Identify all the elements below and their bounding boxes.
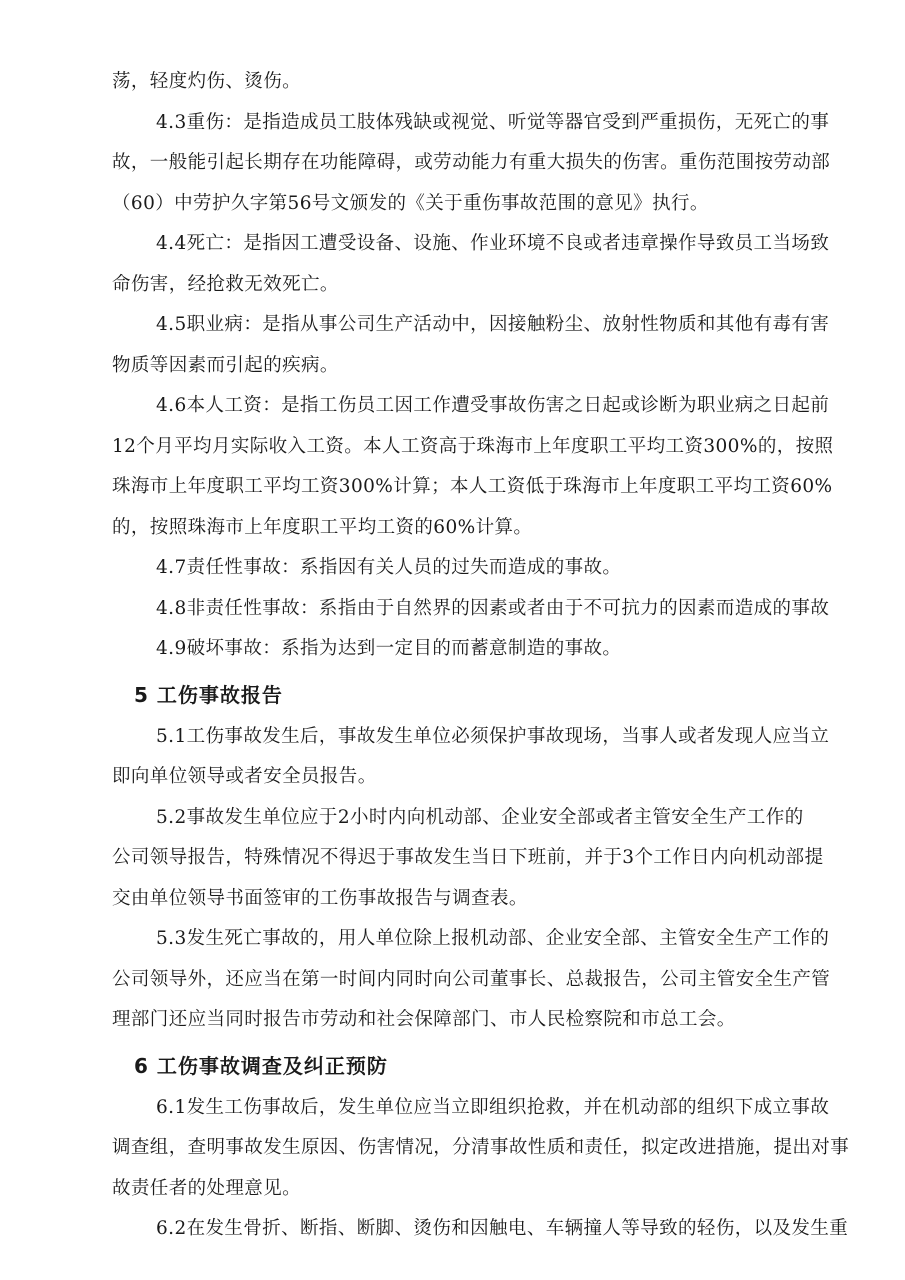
document-page <box>112 62 850 1250</box>
text-line: 交由单位领导书面签审的工伤事故报告与调查表。 <box>112 887 528 909</box>
section-6-heading: 6 工伤事故调查及纠正预防 <box>134 1053 388 1078</box>
text-line: 荡，轻度灼伤、烫伤。 <box>112 71 302 92</box>
text-line: （60）中劳护久字第56号文颁发的《关于重伤事故范围的意见》执行。 <box>112 192 709 214</box>
text-line: 物质等因素而引起的疾病。 <box>112 354 339 376</box>
text-line-4-8: 4.8非责任性事故：系指由于自然界的因素或者由于不可抗力的因素而造成的事故 <box>156 597 830 619</box>
text-line: 命伤害，经抢救无效死亡。 <box>112 273 339 295</box>
text-line: 调查组，查明事故发生原因、伤害情况，分清事故性质和责任，拟定改进措施，提出对事 <box>112 1137 850 1158</box>
text-line: 12个月平均月实际收入工资。本人工资高于珠海市上年度职工平均工资300%的，按照 <box>112 435 834 457</box>
text-line-4-6: 4.6本人工资：是指工伤员工因工作遭受事故伤害之日起或诊断为职业病之日起前 <box>156 395 830 416</box>
text-line: 珠海市上年度职工平均工资300%计算；本人工资低于珠海市上年度职工平均工资60% <box>112 476 833 497</box>
text-line-5-1: 5.1工伤事故发生后，事故发生单位必须保护事故现场，当事人或者发现人应当立 <box>156 725 830 747</box>
text-line: 的，按照珠海市上年度职工平均工资的60%计算。 <box>112 516 533 538</box>
text-line: 即向单位领导或者安全员报告。 <box>112 766 377 787</box>
text-line: 故，一般能引起长期存在功能障碍，或劳动能力有重大损失的伤害。重伤范围按劳动部 <box>112 152 831 173</box>
text-line-4-3: 4.3重伤：是指造成员工肢体残缺或视觉、听觉等器官受到严重损伤，无死亡的事 <box>156 111 830 133</box>
text-line: 公司领导外，还应当在第一时间内同时向公司董事长、总裁报告，公司主管安全生产管 <box>112 968 831 990</box>
section-4-continued <box>112 62 834 670</box>
text-line: 故责任者的处理意见。 <box>112 1177 302 1199</box>
text-line-4-4: 4.4死亡：是指因工遭受设备、设施、作业环境不良或者违章操作导致员工当场致 <box>156 233 830 254</box>
text-line-6-1: 6.1发生工伤事故后，发生单位应当立即组织抢救，并在机动部的组织下成立事故 <box>156 1096 830 1118</box>
section-5-body <box>112 717 831 1041</box>
text-line: 理部门还应当同时报告市劳动和社会保障部门、市人民检察院和市总工会。 <box>112 1009 736 1030</box>
text-line-5-3: 5.3发生死亡事故的，用人单位除上报机动部、企业安全部、主管安全生产工作的 <box>156 928 830 949</box>
text-line-6-2: 6.2在发生骨折、断指、断脚、烫伤和因触电、车辆撞人等导致的轻伤，以及发生重 <box>156 1218 849 1239</box>
text-line-4-7: 4.7责任性事故：系指因有关人员的过失而造成的事故。 <box>156 557 622 578</box>
text-line-4-5: 4.5职业病：是指从事公司生产活动中，因接触粉尘、放射性物质和其他有毒有害 <box>156 314 830 335</box>
section-6-body <box>112 1088 850 1250</box>
text-line-5-2: 5.2事故发生单位应于2小时内向机动部、企业安全部或者主管安全生产工作的 <box>156 806 804 828</box>
text-line-4-9: 4.9破坏事故：系指为达到一定目的而蓄意制造的事故。 <box>156 638 622 659</box>
text-line: 公司领导报告，特殊情况不得迟于事故发生当日下班前，并于3个工作日内向机动部提 <box>112 847 824 868</box>
section-5-heading: 5 工伤事故报告 <box>134 682 283 707</box>
